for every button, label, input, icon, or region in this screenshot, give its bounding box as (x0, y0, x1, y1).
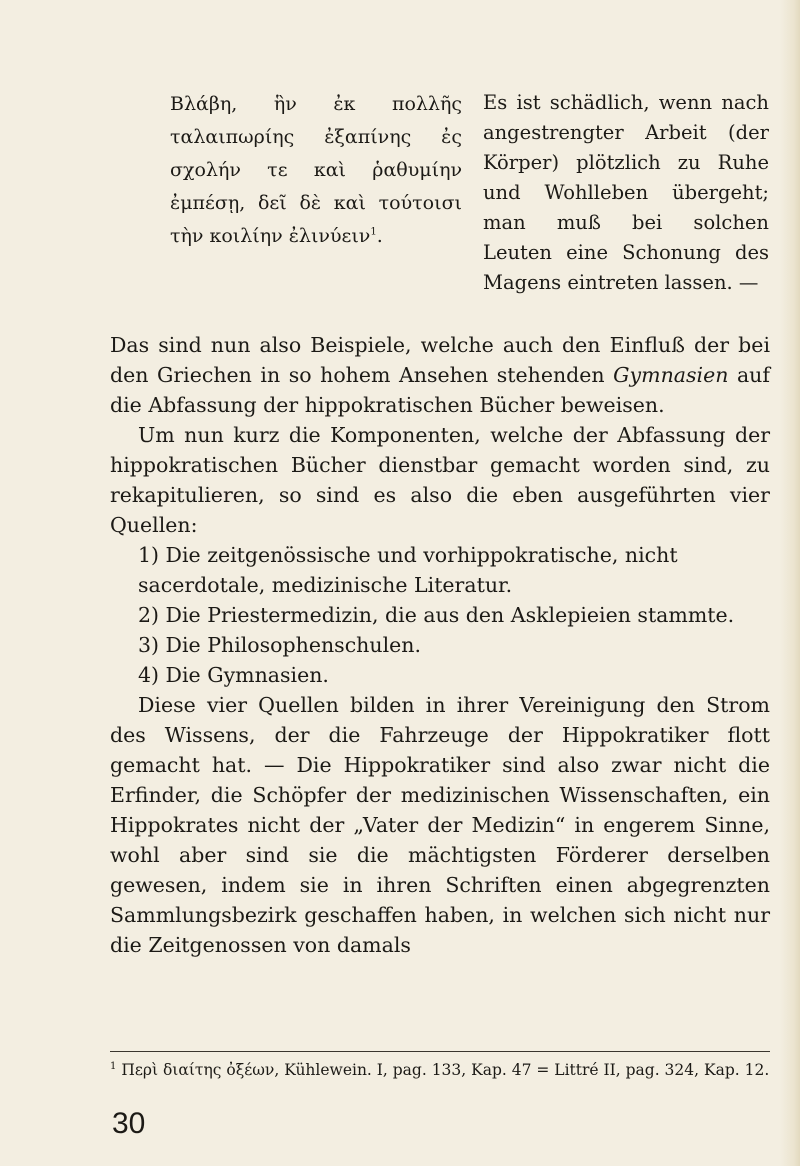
footnote-reference: 1 (370, 226, 377, 238)
bilingual-quotation (170, 88, 770, 320)
footnote-marker: 1 (110, 1060, 117, 1072)
list-item: 4) Die Gymnasien. (138, 663, 329, 687)
main-text (110, 330, 770, 960)
footnote: $^1$ Περὶ διαίτης ὀξέων, Kühlewein. I, pag. 133, Kap. 47 = Littré II, pag. 324, Kap. 12. (110, 1060, 770, 1079)
paragraph: Um nun kurz die Komponenten, welche der Abfassung der hippokratischen Bücher dienstbar gemacht worden sind, zu rekapitulieren, so sind es also die eben ausgeführten vier Quellen: (110, 423, 770, 537)
list-item: 2) Die Priestermedizin, die aus den Asklepieien stammte. (138, 603, 735, 627)
paragraph: Das sind nun also Beispiele, welche auch den Einfluß der bei den Griechen in so hohem Ansehen stehenden Gymnasien auf die Abfassung der hippokratischen Bücher beweisen. (110, 333, 770, 417)
page-number: 30 (112, 1107, 146, 1140)
footnote-divider (110, 1051, 770, 1052)
emphasis: Gymnasien (613, 363, 729, 387)
paragraph: Diese vier Quellen bilden in ihrer Vereinigung den Strom des Wissens, der die Fahrzeuge der Hippokratiker flott gemacht hat. — Die Hippokratiker sind also zwar nicht die Erfinder, die Schöpfer der medizinischen Wissenschaften, ein Hippokrates nicht der „Vater der Medizin“ in engerem Sinne, wohl aber sind sie die mächtigsten Förderer derselben gewesen, indem sie in ihren Schriften einen abgegrenzten Sammlungsbezirk geschaffen haben, in welchen sich nicht nur die Zeitgenossen von damals (110, 693, 770, 957)
list-item: 1) Die zeitgenössische und vorhippokratische, nicht sacerdotale, medizinische Literatur. (138, 543, 678, 597)
page-edge-shadow (780, 0, 800, 1166)
greek-quotation: Βλάβη, ἣν ἐκ πολλῆς ταλαιπωρίης ἐξαπίνης ἐς σχολήν τε καὶ ῥαθυμίην ἐμπέσῃ, δεῖ δὲ καὶ τούτοισι τὴν κοιλίην ἐλινύειν$^1$. (170, 93, 462, 247)
german-translation: Es ist schädlich, wenn nach angestrengter Arbeit (der Körper) plötzlich zu Ruhe und Wohlleben übergeht; man muß bei solchen Leuten eine Schonung des Magens eintreten lassen. — (483, 91, 769, 294)
list-item: 3) Die Philosophenschulen. (138, 633, 421, 657)
